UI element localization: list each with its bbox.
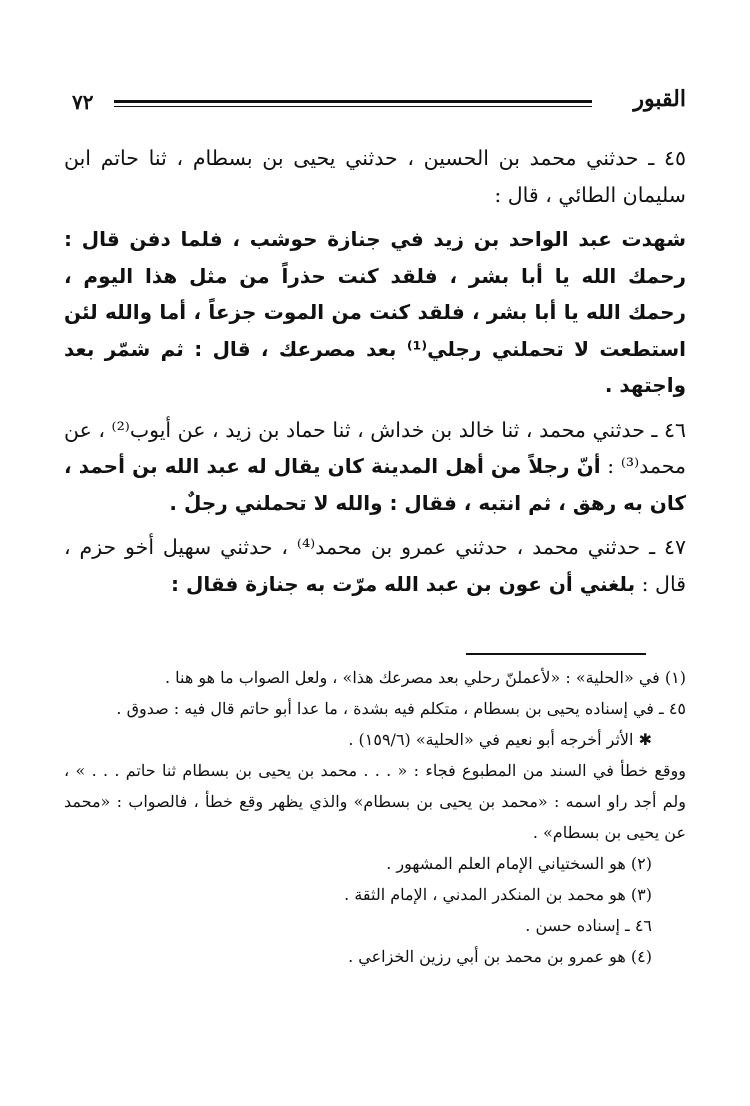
footnote-45-source: ✱ الأثر أخرجه أبو نعيم في «الحلية» (١٥٩/٦) . bbox=[348, 730, 652, 749]
narration-47 bbox=[64, 529, 686, 602]
narration-45-text: شهدت عبد الواحد بن زيد في جنازة حوشب ، فلما دفن قال : رحمك الله يا أبا بشر ، فلقد كنت حذراً من مثل هذا اليوم ، رحمك الله يا أبا بشر ، فلقد كنت من الموت جزعاً ، أما والله لئن استطعت لا تحملني رجلي⁽¹⁾ بعد مصرعك ، قال : ثم شمّر بعد واجتهد . bbox=[64, 227, 687, 397]
footnote-2: (٢) هو السختياني الإمام العلم المشهور . bbox=[386, 854, 652, 873]
footnotes bbox=[64, 662, 686, 972]
page-number: ٧٢ bbox=[72, 90, 94, 114]
header-rule bbox=[114, 100, 592, 103]
footnote-45: ٤٥ ـ في إسناده يحيى بن بسطام ، متكلم فيه بشدة ، ما عدا أبو حاتم قال فيه : صدوق . bbox=[116, 699, 686, 718]
running-title: القبور bbox=[633, 86, 686, 112]
narration-47-chain: ٤٧ ـ حدثني محمد ، حدثني عمرو بن محمد⁽⁴⁾ ، حدثني سهيل أخو حزم ، قال : bbox=[64, 535, 686, 596]
footnote-1: (١) في «الحلية» : «لأعملنّ رحلي بعد مصرعك هذا» ، ولعل الصواب ما هو هنا . bbox=[164, 668, 686, 687]
page-header bbox=[64, 86, 686, 126]
main-text bbox=[64, 140, 686, 602]
narration-46-chain: ٤٦ ـ حدثني محمد ، ثنا خالد بن خداش ، ثنا حماد بن زيد ، عن أيوب⁽²⁾ ، عن محمد⁽³⁾ : bbox=[64, 417, 686, 478]
narration-47-text: بلغني أن عون بن عبد الله مرّت به جنازة فقال : bbox=[171, 571, 636, 596]
narration-46 bbox=[64, 412, 686, 522]
footnote-4: (٤) هو عمرو بن محمد بن أبي رزين الخزاعي . bbox=[348, 947, 652, 966]
footnote-separator bbox=[466, 653, 646, 655]
footnote-45-error: ووقع خطأ في السند من المطبوع فجاء : « . . . محمد بن يحيى بن بسطام ثنا حاتم . . . » ، ولم أجد راو اسمه : «محمد بن يحيى بن بسطام» والذي يظهر وقع خطأ ، فالصواب : «محمد عن يحيى بن بسطام» . bbox=[64, 761, 686, 842]
narration-45-chain: ٤٥ ـ حدثني محمد بن الحسين ، حدثني يحيى بن بسطام ، ثنا حاتم ابن سليمان الطائي ، قال : bbox=[64, 146, 686, 207]
footnote-46: ٤٦ ـ إسناده حسن . bbox=[525, 916, 652, 935]
footnote-3: (٣) هو محمد بن المنكدر المدني ، الإمام الثقة . bbox=[344, 885, 652, 904]
narration-46-text: أنّ رجلاً من أهل المدينة كان يقال له عبد الله بن أحمد ، كان به رهق ، ثم انتبه ، فقال : والله لا تحملني رجلٌ . bbox=[64, 454, 686, 515]
header-rule-thin bbox=[114, 106, 592, 107]
